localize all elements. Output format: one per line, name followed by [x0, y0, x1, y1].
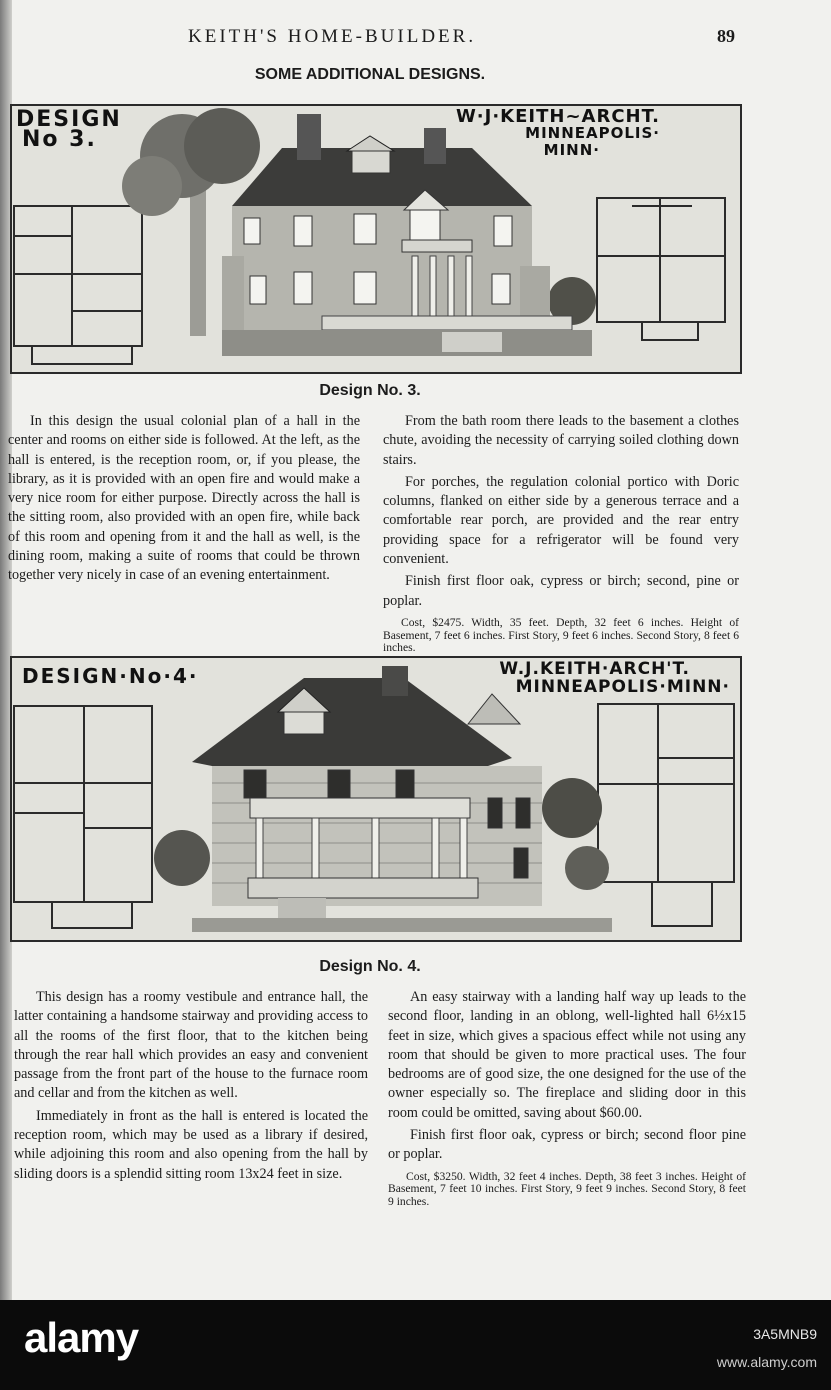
image-id: 3A5MNB9	[753, 1326, 817, 1342]
design-4-illustration	[12, 658, 740, 940]
design-3-left-column	[8, 412, 360, 589]
design-4-architect-city: MINNEAPOLIS·MINN·	[515, 677, 730, 697]
design-3-plate	[10, 104, 742, 374]
design-4-label: DESIGN·No·4·	[22, 664, 199, 688]
design-3-architect-state: MINN·	[543, 141, 600, 159]
section-title: SOME ADDITIONAL DESIGNS.	[254, 66, 486, 83]
design-4-caption: Design No. 4.	[319, 958, 421, 975]
design-3-architect	[456, 108, 660, 159]
design-4-architect-name: W.J.KEITH·ARCH'T.	[499, 659, 690, 679]
design-3-label	[16, 107, 122, 152]
design-3-architect-name: W·J·KEITH~ARCHT.	[455, 106, 660, 127]
paragraph: An easy stairway with a landing half way up leads to the second floor, landing in an oblong, well-lighted hall 6½x15 feet in size, which gives a spacious effect while not using any room that should be given to more practical uses. The four bedrooms are of good size, the one designed for the use of the owner especially so. The fireplace and sliding door in this room could be omitted, saving about $60.00.	[388, 989, 746, 1121]
paragraph: From the bath room there leads to the basement a clothes chute, avoiding the necessity of carrying soiled clothing down stairs.	[383, 413, 739, 468]
site-url: www.alamy.com	[716, 1354, 817, 1370]
paragraph: Finish first floor oak, cypress or birch; second floor pine or poplar.	[388, 1127, 746, 1163]
design-4-right-column	[388, 988, 746, 1211]
page-number: 89	[717, 26, 735, 46]
paragraph: Finish first floor oak, cypress or birch; second, pine or poplar.	[383, 573, 739, 609]
stock-logo: alamy	[24, 1314, 139, 1361]
design-3-label-number: No 3.	[22, 127, 97, 152]
design-3-architect-city: MINNEAPOLIS·	[525, 124, 660, 142]
design-3-label-word: DESIGN	[16, 107, 122, 132]
design-3-caption: Design No. 3.	[319, 382, 421, 399]
design-4-plate	[10, 656, 742, 942]
paragraph: This design has a roomy vestibule and entrance hall, the latter containing a handsome stairway and providing access to all the rooms of the first floor, that to the kitchen being through the rear hall which provides an easy and convenient passage from the front part of the house to the furnace room and cellar and from the kitchen as well.	[14, 989, 368, 1102]
paragraph: For porches, the regulation colonial portico with Doric columns, flanked on either side by a generous terrace and a comfortable rear porch, are provided and the rear entry providing space for a refrigerator will be found very convenient.	[383, 473, 739, 568]
stock-reference	[717, 1326, 817, 1370]
design-4-left-column	[14, 988, 368, 1187]
design-3-cost: Cost, $2475. Width, 35 feet. Depth, 32 feet 6 inches. Height of Basement, 7 feet 6 inches. First Story, 9 feet 6 inches. Second Story, 8 feet 6 inches.	[383, 615, 739, 655]
design-4-architect	[499, 660, 730, 696]
running-title: KEITH'S HOME-BUILDER.	[188, 26, 477, 47]
paragraph: Immediately in front as the hall is entered is located the reception room, which may be used as a library if desired, while adjoining this room and also opening from the hall by sliding doors is a splendid sitting room 13x24 feet in size.	[14, 1107, 368, 1182]
design-3-right-column	[383, 412, 739, 658]
design-4-cost: Cost, $3250. Width, 32 feet 4 inches. Depth, 38 feet 3 inches. Height of Basement, 7 feet 10 inches. First Story, 9 feet 9 inches. Second Story, 8 feet 9 inches.	[388, 1169, 746, 1208]
paragraph: In this design the usual colonial plan of a hall in the center and rooms on either side is followed. At the left, as the hall is entered, is the reception room, or, if you please, the library, as it is provided with an open fire and would make a very nice room for either purpose. Directly across the hall is the sitting room, also provided with an open fire, while back of this room and opening from it and the hall as well, is the dining room, making a suite of rooms that could be thrown together very nicely in case of an evening entertainment.	[8, 413, 360, 584]
